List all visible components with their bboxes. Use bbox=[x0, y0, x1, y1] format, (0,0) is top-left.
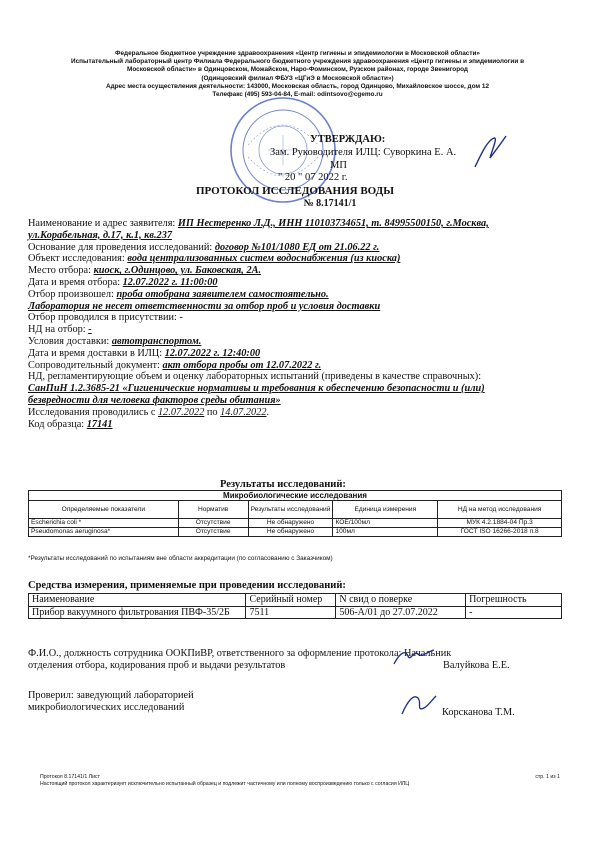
page-footer bbox=[40, 774, 560, 787]
nd-regulation-row-2 bbox=[28, 395, 568, 407]
delivery-row bbox=[28, 336, 568, 348]
cell-indicator: Pseudomonas aeruginosa* bbox=[29, 528, 179, 537]
cell-name: Прибор вакуумного фильтрования ПВФ-35/2Б bbox=[29, 606, 246, 619]
cell-method: ГОСТ ISO 16266-2018 п.8 bbox=[438, 528, 562, 537]
research-mid: по bbox=[204, 406, 221, 418]
responsible-line-1: Ф.И.О., должность сотрудника ООКПиВР, ответственного за оформление протокола: Начальник bbox=[28, 648, 452, 659]
sampled-by-label: Отбор произвошел: bbox=[28, 288, 117, 300]
responsible-signature-icon bbox=[392, 646, 436, 670]
cell-error: - bbox=[466, 606, 562, 619]
cell-result: Не обнаружено bbox=[248, 528, 333, 537]
header-line-6: Телефакс (495) 593-04-84, E-mail: odintsovo@cgemo.ru bbox=[212, 91, 383, 99]
protocol-fields bbox=[28, 218, 568, 430]
object-row bbox=[28, 253, 568, 265]
basis-value: договор №101/1080 ЕД от 21.06.22 г. bbox=[214, 241, 380, 253]
approver-signature-icon bbox=[470, 132, 510, 172]
cell-norm: Отсутствие bbox=[178, 519, 248, 528]
research-end: . bbox=[266, 406, 270, 418]
col-norm: Норматив bbox=[178, 501, 248, 519]
nd-regulation-label: НД, регламентирующие объем и оценку лабораторных испытаний (приведены в качестве справочных): bbox=[28, 371, 482, 383]
applicant-row-2 bbox=[28, 230, 568, 242]
nd-sampling-value: - bbox=[88, 324, 92, 336]
delivery-datetime-value: 12.07.2022 г. 12:40:00 bbox=[164, 347, 261, 359]
place-row bbox=[28, 265, 568, 277]
col-method: НД на метод исследования bbox=[438, 501, 562, 519]
nd-sampling-row bbox=[28, 324, 568, 336]
document-label: Сопроводительный документ: bbox=[28, 359, 163, 371]
cell-unit: 100мл bbox=[333, 528, 438, 537]
object-value: вода централизованных систем водоснабжения (из киоска) bbox=[127, 253, 401, 265]
instruments-header-row bbox=[29, 594, 562, 607]
place-label: Место отбора: bbox=[28, 265, 94, 277]
footer-page-count: стр. 1 из 1 bbox=[535, 774, 560, 780]
research-from: 12.07.2022 bbox=[158, 406, 205, 418]
approval-title: УТВЕРЖДАЮ: bbox=[310, 134, 386, 145]
results-header-row bbox=[29, 501, 562, 519]
research-label: Исследования проводились с bbox=[28, 406, 158, 418]
sampled-by-row bbox=[28, 289, 568, 301]
research-period-row bbox=[28, 407, 568, 419]
col-name: Наименование bbox=[29, 594, 246, 607]
nd-sampling-label: НД на отбор: bbox=[28, 324, 89, 336]
delivery-value: автотранспортом. bbox=[111, 335, 202, 347]
results-note: *Результаты исследований по испытаниям вне области аккредитации (по согласованию с Заказчиком) bbox=[28, 555, 333, 562]
delivery-datetime-label: Дата и время доставки в ИЛЦ: bbox=[28, 347, 165, 359]
results-caption: Микробиологические исследования bbox=[29, 491, 562, 501]
delivery-datetime-row bbox=[28, 348, 568, 360]
applicant-label: Наименование и адрес заявителя: bbox=[28, 218, 178, 229]
disclaimer-text: Лаборатория не несет ответственности за отбор проб и условия доставки bbox=[28, 300, 381, 312]
basis-label: Основание для проведения исследований: bbox=[28, 241, 215, 253]
cell-serial: 7511 bbox=[246, 606, 336, 619]
footer-disclaimer: Настоящий протокол характеризует исключительно испытанный образец и подлежит частичному или полному воспроизведению только с согласия ИЛЦ bbox=[40, 781, 410, 787]
cell-norm: Отсутствие bbox=[178, 528, 248, 537]
applicant-row bbox=[28, 218, 568, 230]
approval-role: Зам. Руководителя ИЛЦ: Суворкина Е. А. bbox=[270, 147, 457, 158]
cell-method: МУК 4.2.1884-04 Пр.3 bbox=[438, 519, 562, 528]
footer-protocol-ref: Протокол 8.17141/1 Лист bbox=[40, 774, 100, 780]
document-row bbox=[28, 360, 568, 372]
delivery-label: Условия доставки: bbox=[28, 335, 112, 347]
responsible-line-2: отделения отбора, кодирования проб и выдачи результатов bbox=[28, 660, 286, 671]
instruments-title: Средства измерения, применяемые при проведении исследований: bbox=[28, 580, 346, 591]
applicant-value: ИП Нестеренко Л.Д., ИНН 110103734651, т. 84995500150, г.Москва, bbox=[177, 218, 489, 229]
col-certificate: N свид о поверке bbox=[336, 594, 466, 607]
checked-name: Корсканова Т.М. bbox=[442, 707, 515, 718]
sample-code-label: Код образца: bbox=[28, 418, 87, 430]
approval-mp: МП bbox=[330, 160, 347, 171]
table-row bbox=[29, 528, 562, 537]
header-line-4: (Одинцовский филиал ФБУЗ «ЦГиЭ в Московской области») bbox=[201, 74, 394, 82]
cell-indicator: Escherichia coli * bbox=[29, 519, 179, 528]
org-header bbox=[30, 50, 565, 99]
table-row bbox=[29, 606, 562, 619]
research-to: 14.07.2022 bbox=[220, 406, 267, 418]
cell-result: Не обнаружено bbox=[248, 519, 333, 528]
sampled-by-value: проба отобрана заявителем самостоятельно. bbox=[116, 288, 329, 300]
checked-line-1: Проверил: заведующий лабораторией bbox=[28, 690, 194, 701]
nd-regulation-value: СанПиН 1.2.3685-21 «Гигиенические нормативы и требования к обеспечению безопасности и (или) bbox=[28, 383, 485, 395]
applicant-value-2: ул.Корабельная, д.17, к.1, кв.237 bbox=[28, 229, 173, 241]
header-line-2: Испытательный лабораторный центр Филиала Федерального бюджетного учреждения здравоохранения «Центр гигиены и эпидемиологии в bbox=[70, 58, 524, 66]
document-value: акт отбора пробы от 12.07.2022 г. bbox=[162, 359, 322, 371]
table-row bbox=[29, 519, 562, 528]
cell-unit: КОЕ/100мл bbox=[333, 519, 438, 528]
instruments-table bbox=[28, 593, 562, 619]
protocol-number: № 8.17141/1 bbox=[303, 198, 357, 209]
header-line-1: Федеральное бюджетное учреждение здравоохранения «Центр гигиены и эпидемиологии в Московской области» bbox=[115, 50, 480, 57]
sampling-datetime-label: Дата и время отбора: bbox=[28, 276, 123, 288]
sample-code-value: 17141 bbox=[86, 418, 113, 430]
object-label: Объект исследования: bbox=[28, 253, 128, 265]
disclaimer-row bbox=[28, 301, 568, 313]
results-title: Результаты исследований: bbox=[220, 479, 346, 490]
checker-signature-icon bbox=[398, 690, 438, 720]
col-serial: Серийный номер bbox=[246, 594, 336, 607]
nd-regulation-row bbox=[28, 383, 568, 395]
sample-code-row bbox=[28, 419, 568, 431]
place-value: киоск, г.Одинцово, ул. Баковская, 2А. bbox=[93, 265, 262, 277]
col-indicator: Определяемые показатели bbox=[29, 501, 179, 519]
cell-certificate: 506-А/01 до 27.07.2022 bbox=[336, 606, 466, 619]
header-line-3: Московской области» в Одинцовском, Можайском, Наро-Фоминском, Рузском районах, городе Звенигород bbox=[127, 66, 468, 74]
sampling-datetime-value: 12.07.2022 г. 11:00:00 bbox=[122, 276, 218, 288]
col-result: Результаты исследований bbox=[248, 501, 333, 519]
header-line-5: Адрес места осуществления деятельности: 143000, Московская область, город Одинцово, Михайловское шоссе, дом 12 bbox=[105, 82, 490, 90]
presence-row: Отбор проводился в присутствии: - bbox=[28, 312, 183, 324]
approval-date: " 20 " 07 2022 г. bbox=[278, 172, 348, 183]
responsible-name: Валуйкова Е.Е. bbox=[443, 660, 510, 671]
col-error: Погрешность bbox=[466, 594, 562, 607]
results-table bbox=[28, 490, 562, 537]
sampling-datetime-row bbox=[28, 277, 568, 289]
checked-line-2: микробиологических исследований bbox=[28, 702, 185, 713]
protocol-title: ПРОТОКОЛ ИССЛЕДОВАНИЯ ВОДЫ bbox=[195, 185, 395, 197]
col-unit: Единица измерения bbox=[333, 501, 438, 519]
nd-regulation-value-2: безвредности для человека факторов среды обитания» bbox=[28, 394, 281, 406]
basis-row bbox=[28, 242, 568, 254]
